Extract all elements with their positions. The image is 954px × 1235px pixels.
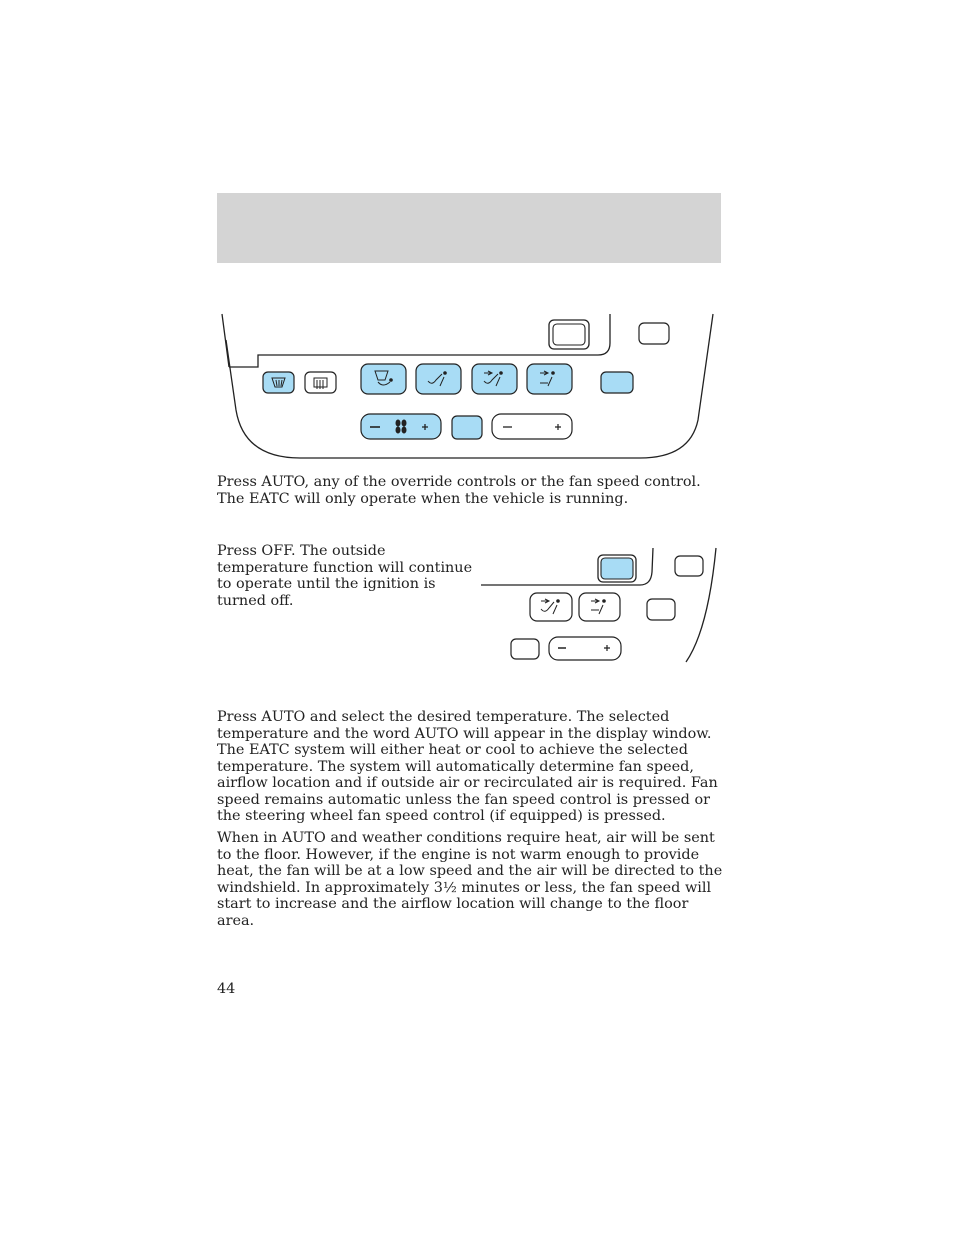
panel2-panel-button[interactable] [579, 593, 620, 621]
panel2-side-button[interactable] [647, 599, 675, 620]
panel2-panel-floor-button[interactable] [530, 593, 572, 621]
panel2-temperature-control[interactable] [549, 637, 621, 660]
auto-heat-instructions: When in AUTO and weather conditions require heat, air will be sent to the floor. However, if the engine is not warm enough to provide heat, the fan will be at a low speed and the air will be directed to the windshield. In approximately 3½ minutes or less, the fan speed will start to increase and the airflow location will change to the floor area. [217, 830, 723, 929]
auto-instructions: Press AUTO and select the desired temperature. The selected temperature and the word AUTO will appear in the display window. The EATC system will either heat or cool to achieve the selected temperature. The system will automatically determine fan speed, airflow location and if outside air or recirculated air is required. Fan speed remains automatic unless the fan speed control is pressed or the steering wheel fan speed control (if equipped) is pressed. [217, 709, 718, 824]
start-instructions: Press AUTO, any of the override controls or the fan speed control. The EATC will only operate when the vehicle is running. [217, 474, 701, 507]
off-instructions: Press OFF. The outside temperature function will continue to operate until the ignition is turned off. [217, 543, 473, 609]
panel2-auto-button[interactable] [511, 639, 539, 659]
panel2-top-right-button[interactable] [675, 556, 703, 576]
page-number: 44 [217, 981, 236, 997]
off-button[interactable] [601, 558, 633, 579]
